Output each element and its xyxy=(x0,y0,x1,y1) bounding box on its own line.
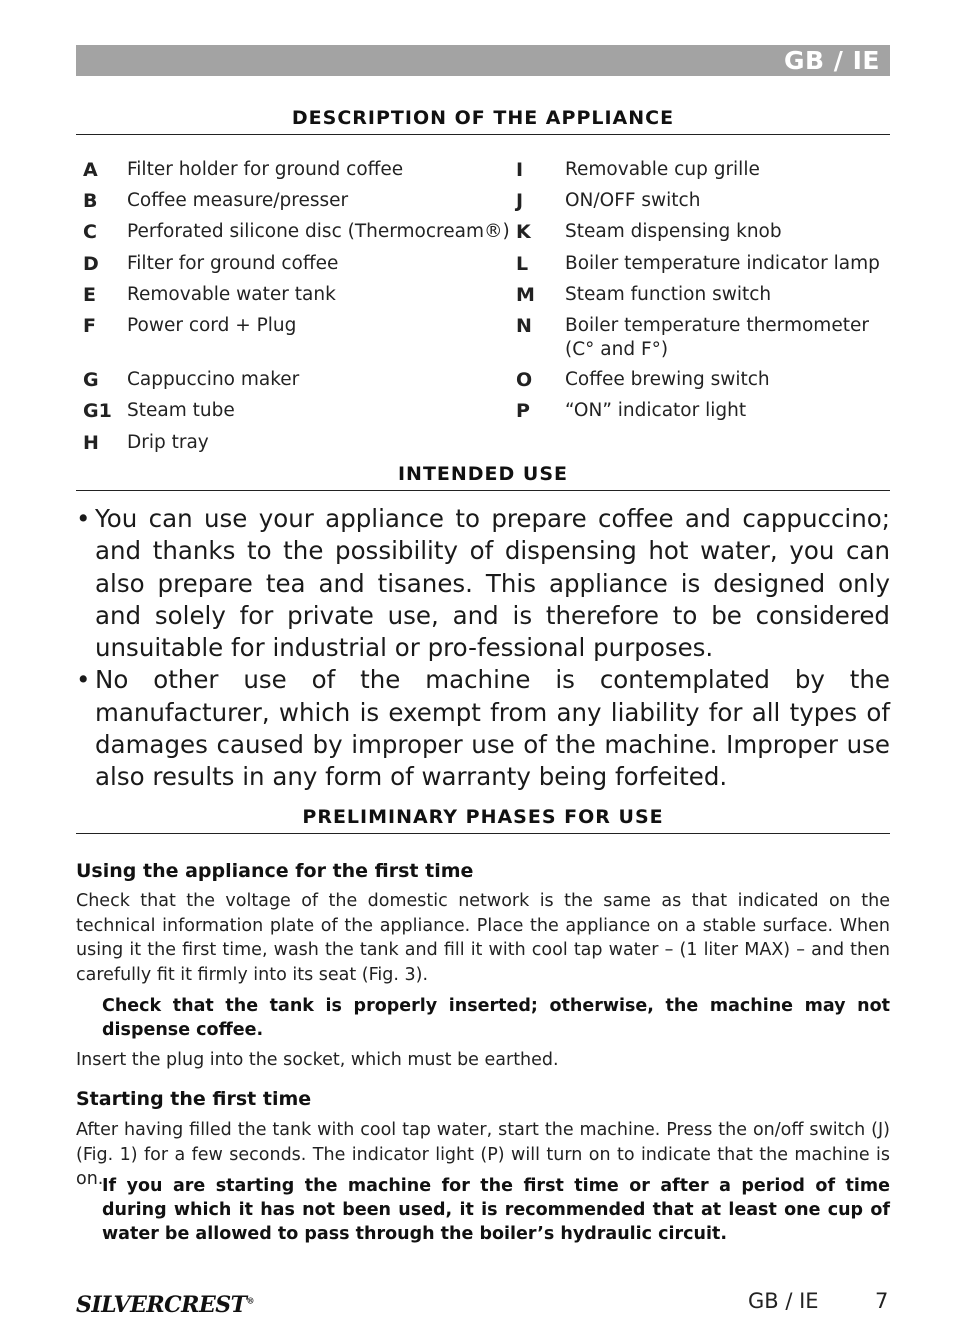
part-text: Power cord + Plug xyxy=(127,315,297,336)
footer-language: GB / IE xyxy=(748,1289,819,1313)
part-text: Filter for ground coffee xyxy=(127,253,339,274)
part-letter: J xyxy=(516,190,524,212)
header-bar xyxy=(76,45,890,76)
part-letter: P xyxy=(516,400,530,422)
part-letter: C xyxy=(83,221,97,243)
divider xyxy=(76,833,890,834)
part-text: Boiler temperature indicator lamp xyxy=(565,253,880,274)
part-letter: E xyxy=(83,284,96,306)
note-starting: If you are starting the machine for the first time or after a period of time during which it has not been used, it is recommended that at least one cup of water be allowed to pass through the boiler’s hydraulic circuit. xyxy=(102,1176,890,1244)
part-letter: F xyxy=(83,315,96,337)
divider xyxy=(76,134,890,135)
part-letter: D xyxy=(83,253,99,275)
part-text: Coffee measure/presser xyxy=(127,190,349,211)
part-text: Steam dispensing knob xyxy=(565,221,782,242)
part-text: Drip tray xyxy=(127,432,209,453)
paragraph-starting: After having filled the tank with cool tap water, start the machine. Press the on/off switch (J) (Fig. 1) for a few seconds. The indicator light (P) will turn on to indicate that the machine is on. xyxy=(76,1120,890,1189)
bullet-item: • You can use your appliance to prepare coffee and cappuccino; and thanks to the possibility of dispensing hot water, you can also prepare tea and tisanes. This appliance is designed only and solely for private use, and is therefore to be considered unsuitable for industrial or pro-fessional purposes. xyxy=(76,503,890,664)
part-text: “ON” indicator light xyxy=(565,400,747,421)
part-letter: G xyxy=(83,369,99,391)
note-first-use: Check that the tank is properly inserted; otherwise, the machine may not dispense coffee. xyxy=(102,996,890,1040)
subheading-first-use: Using the appliance for the first time xyxy=(76,860,474,882)
part-letter: O xyxy=(516,369,533,391)
part-text: Perforated silicone disc (Thermocream®) xyxy=(127,221,510,242)
part-text: Boiler temperature thermometer (C° and F°) xyxy=(565,315,869,360)
part-letter: L xyxy=(516,253,529,275)
part-letter: A xyxy=(83,159,98,181)
paragraph-first-use: Check that the voltage of the domestic network is the same as that indicated on the technical information plate of the appliance. Place the appliance on a stable surface. When using it the first time, wash the tank and fill it with cool tap water – (1 liter MAX) – and then carefully fit it firmly into its seat (Fig. 3). xyxy=(76,891,890,985)
brand-logo-text: SILVERCREST xyxy=(76,1292,247,1318)
bullet-item: • No other use of the machine is contemplated by the manufacturer, which is exempt from any liability for all types of damages caused by improper use of the machine. Improper use also results in any form of warranty being forfeited. xyxy=(76,664,890,793)
part-letter: N xyxy=(516,315,532,337)
part-letter: B xyxy=(83,190,98,212)
part-text: Coffee brewing switch xyxy=(565,369,770,390)
part-text: Removable cup grille xyxy=(565,159,760,180)
part-letter: I xyxy=(516,159,524,181)
paragraph-plug: Insert the plug into the socket, which must be earthed. xyxy=(76,1050,559,1070)
divider xyxy=(76,490,890,491)
part-letter: K xyxy=(516,221,531,243)
page-number: 7 xyxy=(875,1289,889,1313)
part-text: Steam function switch xyxy=(565,284,772,305)
part-text: Steam tube xyxy=(127,400,235,421)
section-title-preliminary: PRELIMINARY PHASES FOR USE xyxy=(302,806,664,828)
part-text: ON/OFF switch xyxy=(565,190,701,211)
part-letter: G1 xyxy=(83,400,112,422)
registered-mark: ® xyxy=(246,1295,254,1306)
intended-use-bullets xyxy=(76,503,890,794)
section-title-description: DESCRIPTION OF THE APPLIANCE xyxy=(291,107,675,129)
header-language: GB / IE xyxy=(784,46,880,75)
part-text: Filter holder for ground coffee xyxy=(127,159,404,180)
section-title-intended-use: INTENDED USE xyxy=(397,463,569,485)
part-letter: M xyxy=(516,284,535,306)
brand-logo xyxy=(76,1292,254,1318)
subheading-starting: Starting the first time xyxy=(76,1088,312,1110)
part-text: Removable water tank xyxy=(127,284,336,305)
part-text: Cappuccino maker xyxy=(127,369,300,390)
part-letter: H xyxy=(83,432,99,454)
